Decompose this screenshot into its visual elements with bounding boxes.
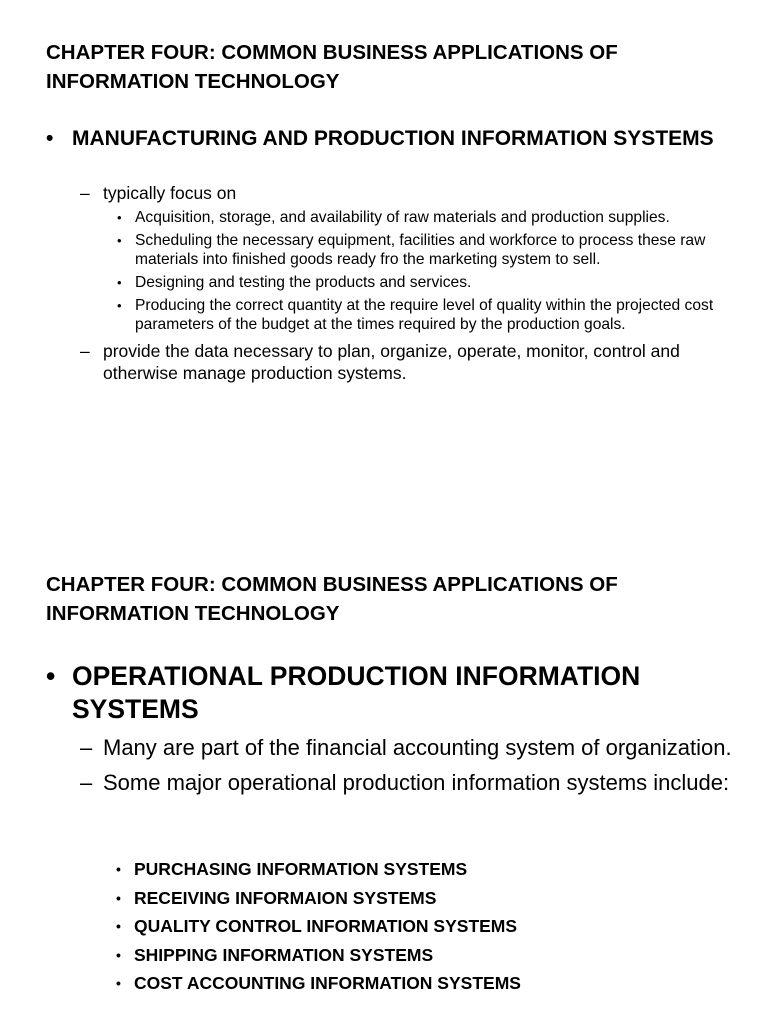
list-item-text: RECEIVING INFORMAION SYSTEMS bbox=[134, 887, 437, 908]
sub-bullet-text: provide the data necessary to plan, organize, operate, monitor, control and otherwise manage production systems. bbox=[103, 341, 680, 383]
list-item bbox=[103, 231, 740, 269]
systems-list bbox=[80, 858, 740, 1001]
main-bullet-text: MANUFACTURING AND PRODUCTION INFORMATION SYSTEMS bbox=[72, 127, 714, 150]
main-bullet-list bbox=[46, 126, 746, 152]
bullet-marker: • bbox=[116, 946, 121, 963]
bullet-marker: • bbox=[46, 127, 54, 150]
list-item bbox=[80, 887, 740, 909]
list-item bbox=[80, 944, 740, 966]
slide-title: CHAPTER FOUR: COMMON BUSINESS APPLICATIONS OF INFORMATION TECHNOLOGY bbox=[46, 41, 618, 93]
list-item-text: Producing the correct quantity at the require level of quality within the projected cost parameters of the budget at the times required by the production goals. bbox=[135, 297, 714, 333]
dash-marker: – bbox=[80, 341, 90, 361]
bullet-marker: • bbox=[116, 889, 121, 906]
bullet-marker: • bbox=[46, 661, 56, 691]
slide-2 bbox=[0, 530, 768, 1024]
list-item-text: Acquisition, storage, and availability of raw materials and production supplies. bbox=[135, 209, 670, 226]
sub-bullet-list bbox=[80, 734, 740, 804]
list-item bbox=[80, 972, 740, 994]
sub-bullet bbox=[80, 734, 740, 762]
list-item bbox=[103, 296, 740, 334]
main-bullet-text: OPERATIONAL PRODUCTION INFORMATION SYSTEMS bbox=[72, 661, 641, 724]
sub-bullet-list bbox=[80, 182, 740, 384]
bullet-marker: • bbox=[117, 275, 122, 290]
bullet-marker: • bbox=[117, 233, 122, 248]
sub-bullet-text: Many are part of the financial accounting system of organization. bbox=[103, 735, 732, 760]
bullet-marker: • bbox=[116, 975, 121, 992]
slide-title: CHAPTER FOUR: COMMON BUSINESS APPLICATIONS OF INFORMATION TECHNOLOGY bbox=[46, 573, 618, 625]
list-item bbox=[80, 915, 740, 937]
list-item-text: SHIPPING INFORMATION SYSTEMS bbox=[134, 944, 434, 965]
dash-marker: – bbox=[80, 735, 93, 760]
main-bullet bbox=[46, 126, 746, 152]
sub-bullet bbox=[80, 340, 740, 384]
list-item-text: PURCHASING INFORMATION SYSTEMS bbox=[134, 859, 468, 879]
bullet-marker: • bbox=[116, 918, 121, 935]
bullet-marker: • bbox=[117, 298, 122, 313]
list-item bbox=[103, 273, 740, 292]
list-item-text: QUALITY CONTROL INFORMATION SYSTEMS bbox=[134, 916, 518, 937]
list-item-text: Scheduling the necessary equipment, facilities and workforce to process these raw materials into finished goods ready fro the marketing system to sell. bbox=[135, 232, 706, 268]
bullet-marker: • bbox=[117, 210, 122, 225]
list-item-text: COST ACCOUNTING INFORMATION SYSTEMS bbox=[134, 973, 521, 994]
dash-marker: – bbox=[80, 183, 90, 203]
list-item-text: Designing and testing the products and services. bbox=[135, 274, 472, 291]
main-bullet-list bbox=[46, 660, 746, 726]
list-item bbox=[103, 208, 740, 227]
sub-bullet-text: Some major operational production information systems include: bbox=[103, 770, 730, 795]
list-item bbox=[80, 858, 740, 880]
sub-bullet bbox=[80, 769, 740, 797]
detail-list bbox=[103, 208, 740, 334]
bullet-marker: • bbox=[116, 861, 121, 877]
main-bullet bbox=[46, 660, 746, 726]
dash-marker: – bbox=[80, 770, 93, 795]
sub-bullet-text: typically focus on bbox=[103, 183, 237, 203]
sub-bullet bbox=[80, 182, 740, 334]
